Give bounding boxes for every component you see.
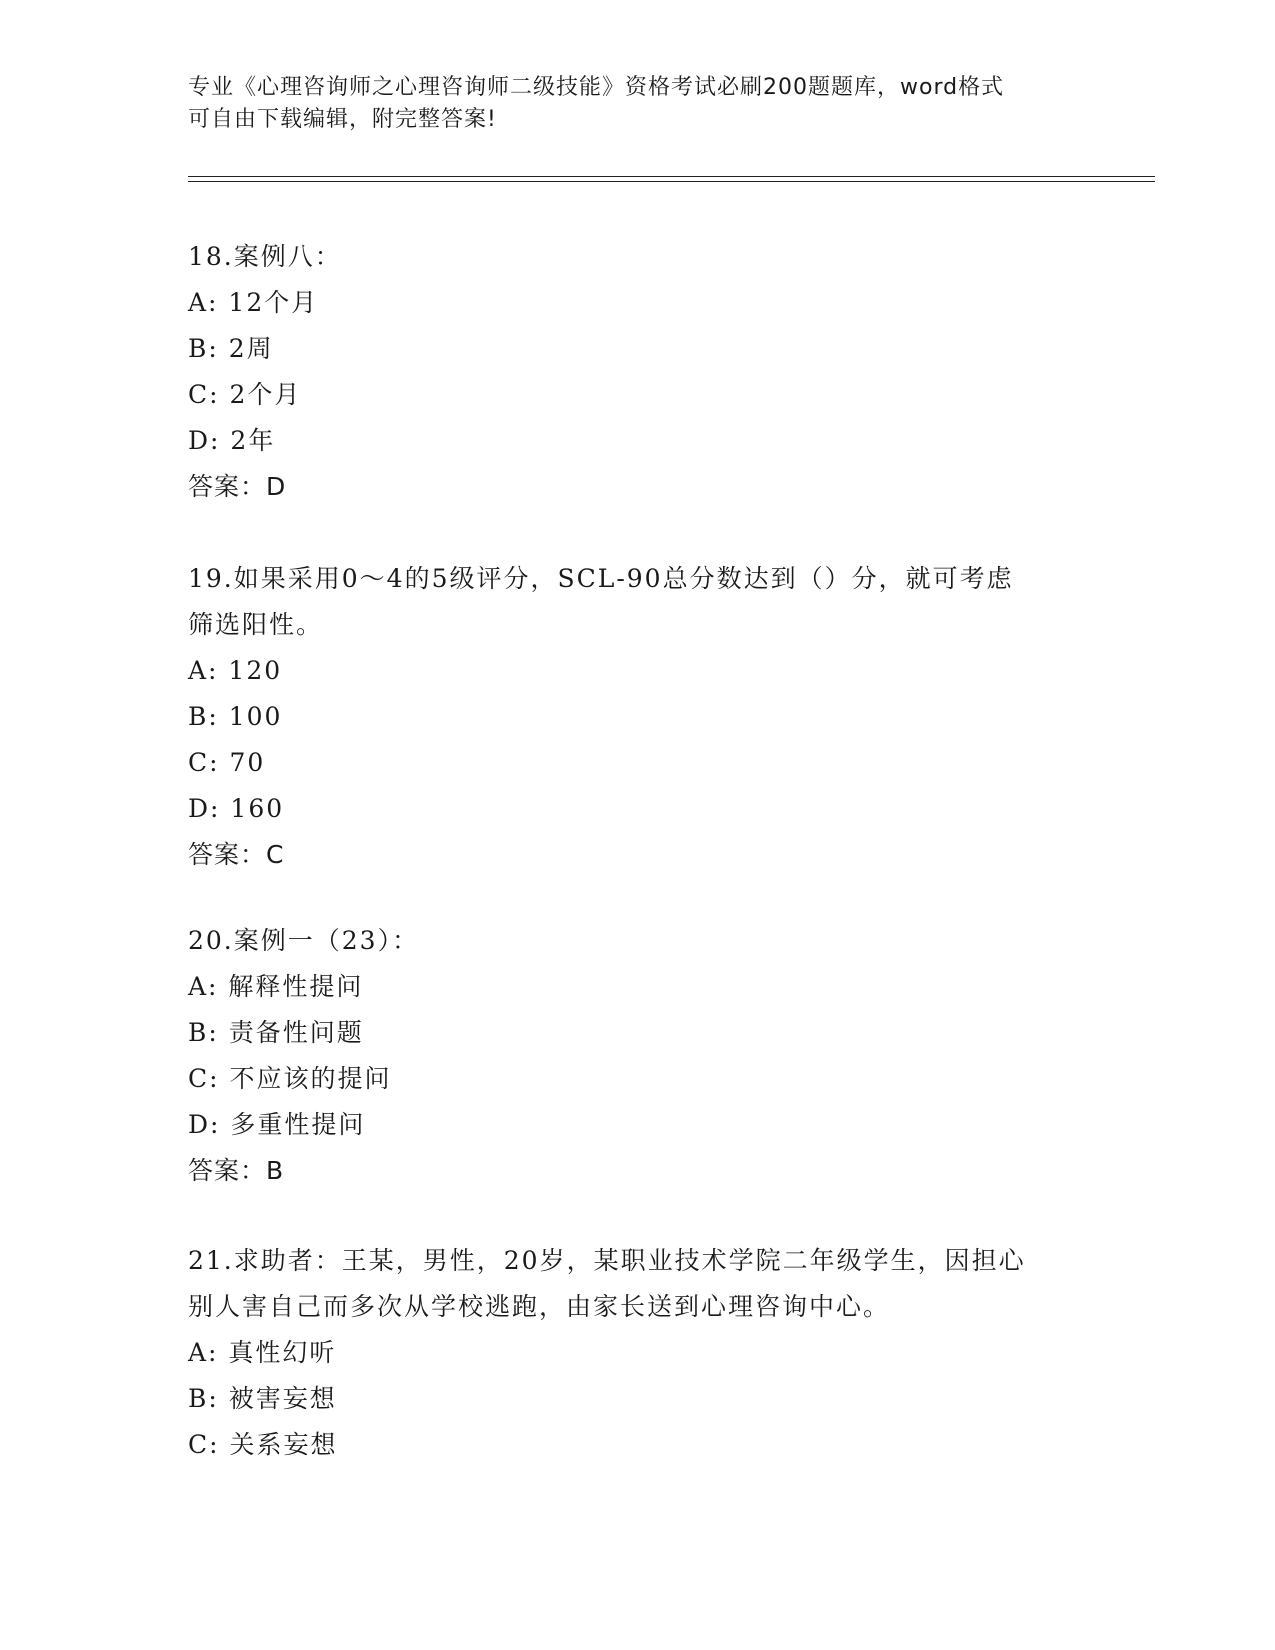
question-19 xyxy=(188,556,1088,878)
option-c: C: 不应该的提问 xyxy=(188,1064,392,1093)
header-divider-bottom xyxy=(188,181,1155,182)
document-header xyxy=(188,72,1088,136)
header-line-1: 专业《心理咨询师之心理咨询师二级技能》资格考试必刷200题题库，word格式 xyxy=(188,75,1005,100)
question-stem: 19.如果采用0～4的5级评分，SCL-90总分数达到（）分，就可考虑 xyxy=(188,564,1014,593)
option-a: A: 解释性提问 xyxy=(188,972,364,1001)
option-c: C: 关系妄想 xyxy=(188,1430,338,1459)
header-line-2: 可自由下载编辑，附完整答案! xyxy=(188,107,497,132)
header-divider-top xyxy=(188,176,1155,177)
question-21 xyxy=(188,1238,1088,1468)
question-stem: 18.案例八： xyxy=(188,242,342,271)
option-c: C: 70 xyxy=(188,748,266,777)
question-18 xyxy=(188,234,1088,510)
option-d: D: 2年 xyxy=(188,426,276,455)
option-b: B: 责备性问题 xyxy=(188,1018,364,1047)
option-d: D: 多重性提问 xyxy=(188,1110,366,1139)
question-20 xyxy=(188,918,1088,1194)
question-stem-continued: 别人害自己而多次从学校逃跑，由家长送到心理咨询中心。 xyxy=(188,1292,891,1321)
answer-line: 答案：B xyxy=(188,1156,285,1185)
option-d: D: 160 xyxy=(188,794,285,823)
option-c: C: 2个月 xyxy=(188,380,302,409)
question-stem-continued: 筛选阳性。 xyxy=(188,610,324,639)
answer-line: 答案：D xyxy=(188,472,287,501)
option-a: A: 12个月 xyxy=(188,288,319,317)
answer-line: 答案：C xyxy=(188,840,285,869)
option-b: B: 被害妄想 xyxy=(188,1384,337,1413)
option-a: A: 120 xyxy=(188,656,283,685)
question-stem: 21.求助者：王某，男性，20岁，某职业技术学院二年级学生，因担心 xyxy=(188,1246,1026,1275)
option-b: B: 100 xyxy=(188,702,283,731)
option-b: B: 2周 xyxy=(188,334,274,363)
option-a: A: 真性幻听 xyxy=(188,1338,337,1367)
question-stem: 20.案例一（23）： xyxy=(188,926,420,955)
